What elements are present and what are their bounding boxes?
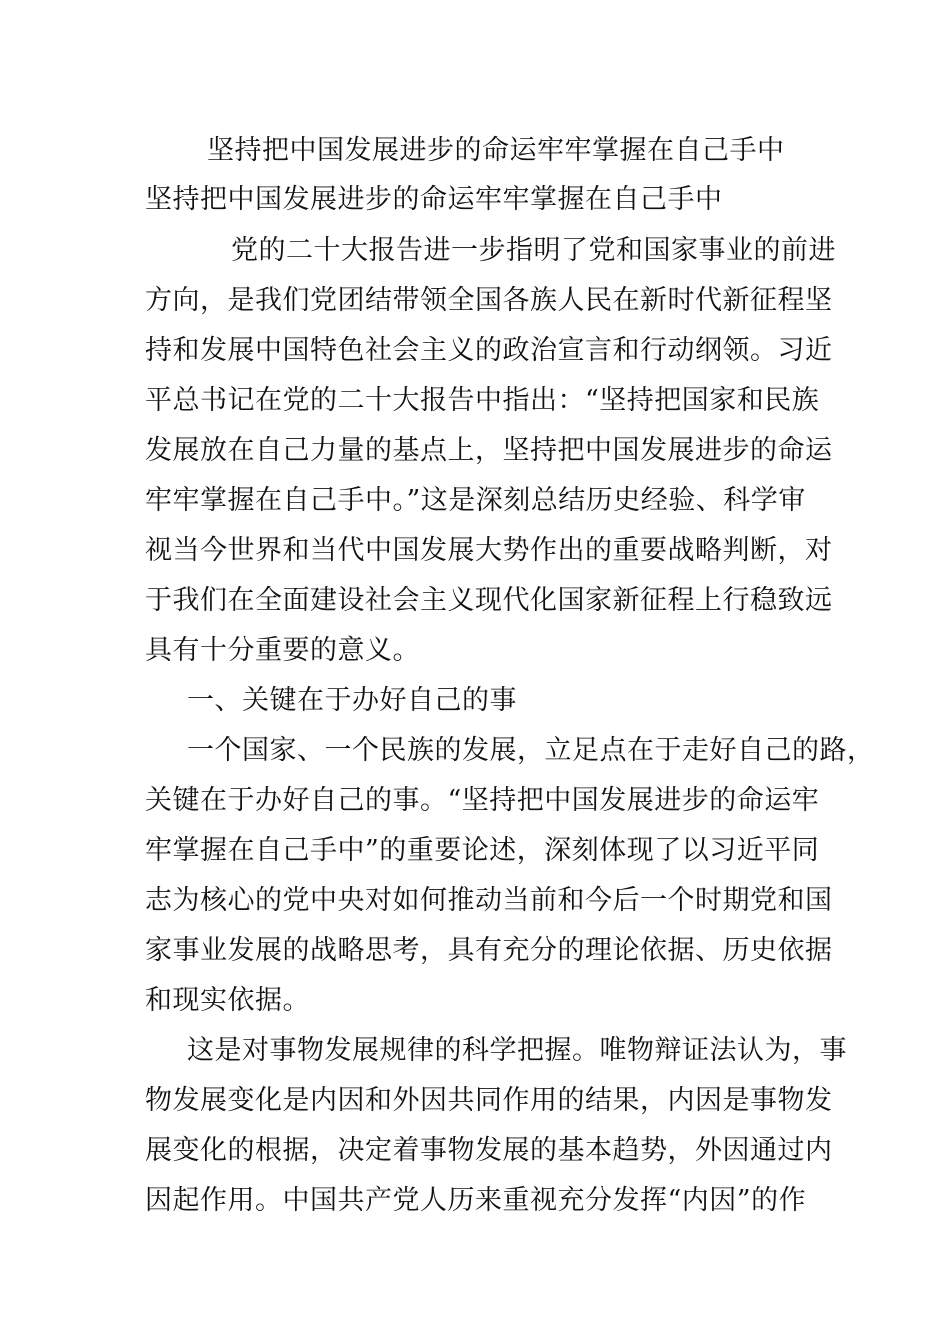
- paragraph-line: 平总书记在党的二十大报告中指出：“坚持把国家和民族: [145, 385, 820, 416]
- paragraph-line: 发展放在自己力量的基点上，坚持把中国发展进步的命运: [145, 435, 833, 466]
- paragraph-line: 一个国家、一个民族的发展，立足点在于走好自己的路，: [187, 735, 875, 766]
- paragraph-line: 具有十分重要的意义。: [145, 635, 420, 666]
- paragraph-line: 视当今世界和当代中国发展大势作出的重要战略判断，对: [145, 535, 833, 566]
- paragraph-line: 牢牢掌握在自己手中。”这是深刻总结历史经验、科学审: [145, 485, 806, 516]
- paragraph-line: 因起作用。中国共产党人历来重视充分发挥“内因”的作: [145, 1185, 807, 1216]
- paragraph-line: 牢掌握在自己手中”的重要论述，深刻体现了以习近平同: [145, 835, 820, 866]
- paragraph-line: 持和发展中国特色社会主义的政治宣言和行动纲领。习近: [145, 335, 833, 366]
- paragraph-line: 方向，是我们党团结带领全国各族人民在新时代新征程坚: [145, 285, 833, 316]
- paragraph-line: 党的二十大报告进一步指明了党和国家事业的前进: [231, 235, 836, 266]
- document-subtitle: 坚持把中国发展进步的命运牢牢掌握在自己手中: [145, 184, 723, 215]
- paragraph-line: 志为核心的党中央对如何推动当前和今后一个时期党和国: [145, 885, 833, 916]
- paragraph-line: 家事业发展的战略思考，具有充分的理论依据、历史依据: [145, 935, 833, 966]
- document-title: 坚持把中国发展进步的命运牢牢掌握在自己手中: [207, 135, 785, 166]
- paragraph-line: 和现实依据。: [145, 985, 310, 1016]
- section-heading: 一、关键在于办好自己的事: [187, 685, 517, 716]
- paragraph-line: 这是对事物发展规律的科学把握。唯物辩证法认为，事: [187, 1035, 847, 1066]
- paragraph-line: 关键在于办好自己的事。“坚持把中国发展进步的命运牢: [145, 785, 820, 816]
- paragraph-line: 于我们在全面建设社会主义现代化国家新征程上行稳致远: [145, 585, 833, 616]
- paragraph-line: 展变化的根据，决定着事物发展的基本趋势，外因通过内: [145, 1135, 833, 1166]
- paragraph-line: 物发展变化是内因和外因共同作用的结果，内因是事物发: [145, 1085, 833, 1116]
